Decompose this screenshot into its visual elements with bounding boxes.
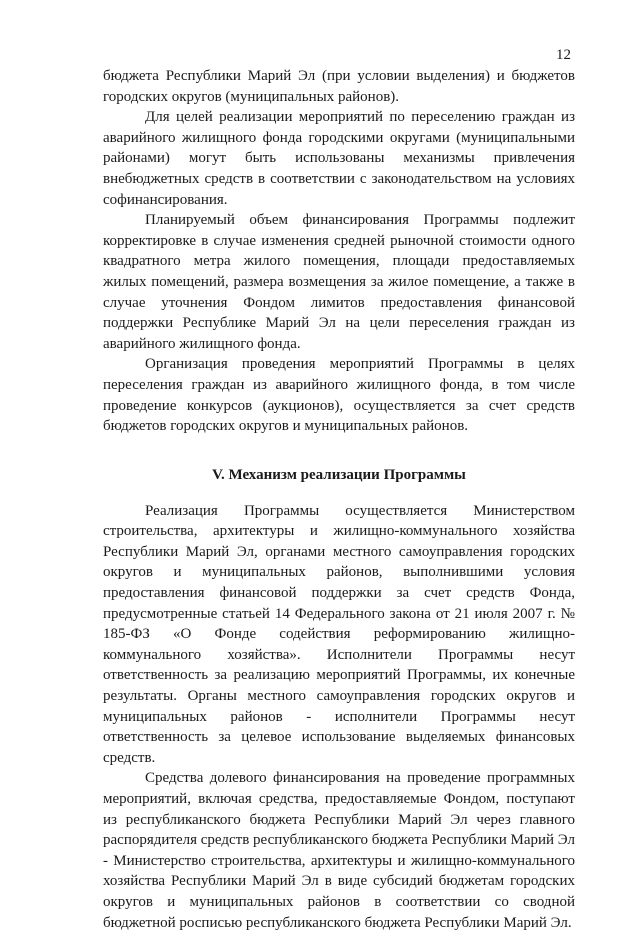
- document-body: [103, 66, 575, 933]
- page-number: 12: [556, 47, 571, 63]
- paragraph-financing-adjustment: Планируемый объем финансирования Программы подлежит корректировке в случае изменения средней рыночной стоимости одного квадратного метра жилого помещения, площади предоставляемых жилых помещений, размера возмещения за жилое помещение, а также в случае уточнения Фондом лимитов предоставления финансовой поддержки Республике Марий Эл на цели переселения граждан из аварийного жилищного фонда.: [103, 212, 575, 352]
- paragraph-program-implementation: Реализация Программы осуществляется Министерством строительства, архитектуры и жилищно-коммунального хозяйства Республики Марий Эл, органами местного самоуправления городских округов и муниципальных районов, выполнившими условия предоставления финансовой поддержки за счет средств Фонда, предусмотренные статьей 14 Федерального закона от 21 июля 2007 г. № 185-ФЗ «О Фонде содействия реформированию жилищно-коммунального хозяйства». Исполнители Программы несут ответственность за реализацию мероприятий Программы, их конечные результаты. Органы местного самоуправления городских округов и муниципальных районов - исполнители Программы несут ответственность за целевое использование выделяемых финансовых средств.: [103, 502, 575, 766]
- paragraph-cofinancing-funds: Средства долевого финансирования на проведение программных мероприятий, включая средства, предоставляемые Фондом, поступают из республиканского бюджета Республики Марий Эл через главного распорядителя средств республиканского бюджета Республики Марий Эл - Министерство строительства, архитектуры и жилищно-коммунального хозяйства Республики Марий Эл в виде субсидий бюджетам городских округов и муниципальных районов в соответствии со сводной бюджетной росписью республиканского бюджета Республики Марий Эл.: [103, 770, 575, 931]
- paragraph-extrabudgetary-mechanisms: Для целей реализации мероприятий по переселению граждан из аварийного жилищного фонда городскими округами (муниципальными районами) могут быть использованы механизмы привлечения внебюджетных средств в соответствии с законодательством на условиях софинансирования.: [103, 109, 575, 208]
- paragraph-budget-sources: бюджета Республики Марий Эл (при условии выделения) и бюджетов городских округов (муниципальных районов).: [103, 68, 575, 105]
- section-heading: V. Механизм реализации Программы: [212, 466, 466, 483]
- paragraph-organization-of-activities: Организация проведения мероприятий Программы в целях переселения граждан из аварийного жилищного фонда, в том числе проведение конкурсов (аукционов), осуществляется за счет средств бюджетов городских округов и муниципальных районов.: [103, 356, 575, 435]
